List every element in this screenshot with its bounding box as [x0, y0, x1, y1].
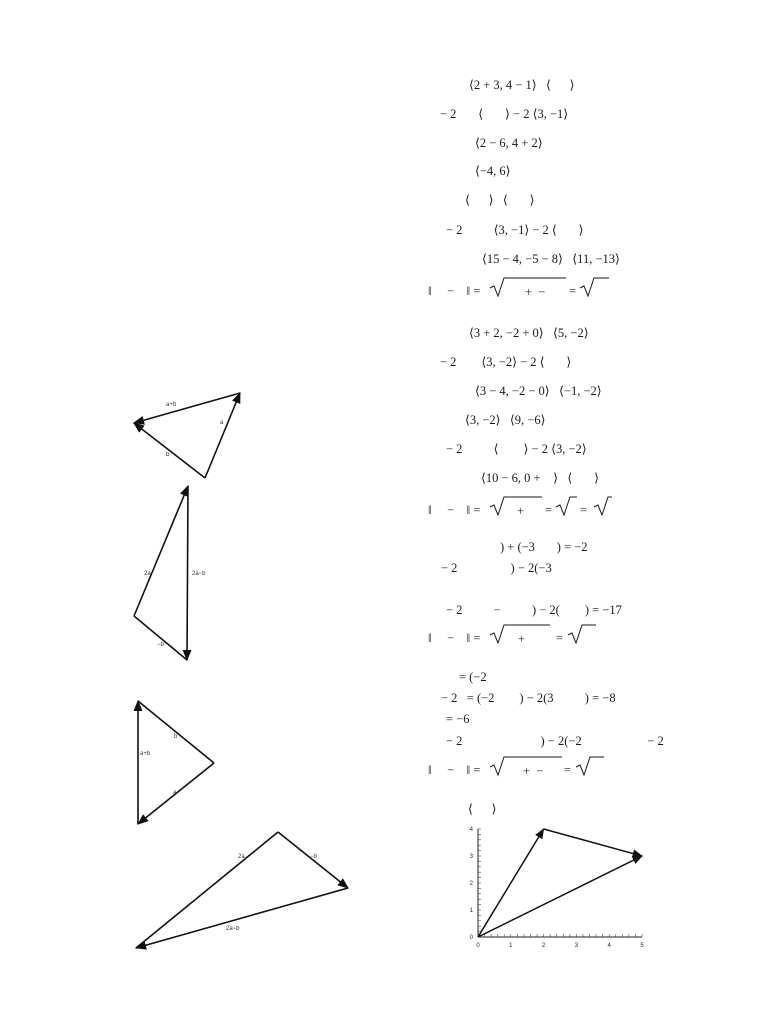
fig1-label: a	[220, 420, 224, 426]
x-tick-label: 5	[640, 943, 644, 949]
fig2-label: 2a−b	[192, 571, 206, 577]
equals-sign: =	[569, 284, 577, 298]
eq-line: − 2 ⟨3, −1⟩ − 2 ⟨ ⟩	[446, 223, 584, 237]
x-tick-label: 3	[574, 943, 579, 949]
fig1-label: a+b	[166, 402, 177, 408]
eq-line: ⟨10 − 6, 0 + ⟩ ⟨ ⟩	[481, 471, 599, 485]
norm-expression: ‖ − ‖ =	[428, 631, 481, 645]
eq-line: ⟨ ⟩ ⟨ ⟩	[465, 193, 535, 207]
eq-line: − 2 ) − 2(−2 − 2	[446, 734, 664, 748]
eq-line: ⟨15 − 4, −5 − 8⟩ ⟨11, −13⟩	[482, 252, 620, 266]
norm-expression: ‖ − ‖ =	[428, 503, 481, 517]
fig4-label: 2a−b	[226, 926, 240, 932]
eq-line: ⟨2 − 6, 4 + 2⟩	[475, 136, 543, 150]
y-tick-label: 1	[469, 908, 473, 914]
fig2-label: −b	[157, 642, 164, 648]
fig2-label: 2a	[144, 571, 151, 577]
norm-expression: ‖ − ‖ =	[428, 284, 481, 298]
eq-line: − 2 = (−2 ) − 2(3 ) = −8	[441, 691, 616, 705]
eq-line: − 2 ⟨3, −2⟩ − 2 ⟨ ⟩	[440, 355, 572, 369]
fig3-label: a+b	[140, 751, 151, 757]
x-tick-label: 0	[476, 943, 480, 949]
eq-line: ⟨−4, 6⟩	[475, 164, 511, 178]
radicand: + −	[523, 764, 544, 778]
fig3-label: b	[174, 734, 178, 740]
eq-line: = −6	[446, 712, 470, 726]
y-tick-label: 4	[469, 827, 473, 833]
x-tick-label: 4	[607, 943, 611, 949]
eq-line: − 2 ⟨ ⟩ − 2 ⟨3, −2⟩	[446, 442, 587, 456]
eq-line: ⟨3 − 4, −2 − 0⟩ ⟨−1, −2⟩	[475, 384, 602, 398]
eq-line: ⟨3, −2⟩ ⟨9, −6⟩	[465, 413, 546, 427]
radicand: +	[517, 504, 525, 518]
y-tick-label: 0	[469, 935, 473, 941]
eq-line: − 2 ⟨ ⟩ − 2 ⟨3, −1⟩	[440, 107, 569, 121]
y-tick-label: 3	[469, 854, 473, 860]
eq-line: ⟨2 + 3, 4 − 1⟩ ⟨ ⟩	[469, 78, 575, 92]
radicand: + −	[525, 285, 546, 299]
equals-sign: =	[556, 631, 564, 645]
fig1-label: b	[166, 452, 170, 458]
fig4-label: 2a	[238, 854, 245, 860]
x-tick-label: 2	[541, 943, 546, 949]
vector-result: ⟨ ⟩	[468, 802, 497, 816]
fig3-label: a	[173, 790, 177, 796]
eq-line: ) + (−3 ) = −2	[500, 540, 588, 554]
equals-sign: =	[580, 503, 588, 517]
norm-expression: ‖ − ‖ =	[428, 763, 481, 777]
eq-line: ⟨3 + 2, −2 + 0⟩ ⟨5, −2⟩	[469, 326, 589, 340]
x-tick-label: 1	[509, 943, 513, 949]
equals-sign: =	[545, 503, 553, 517]
vector-line-2	[544, 829, 642, 856]
eq-line: = (−2	[459, 670, 487, 684]
radicand: +	[518, 632, 526, 646]
y-tick-label: 2	[469, 881, 473, 887]
eq-line: − 2 − ) − 2( ) = −17	[446, 603, 622, 617]
eq-line: − 2 ) − 2(−3	[441, 561, 552, 575]
fig4-label: −b	[310, 854, 317, 860]
equals-sign: =	[564, 763, 572, 777]
